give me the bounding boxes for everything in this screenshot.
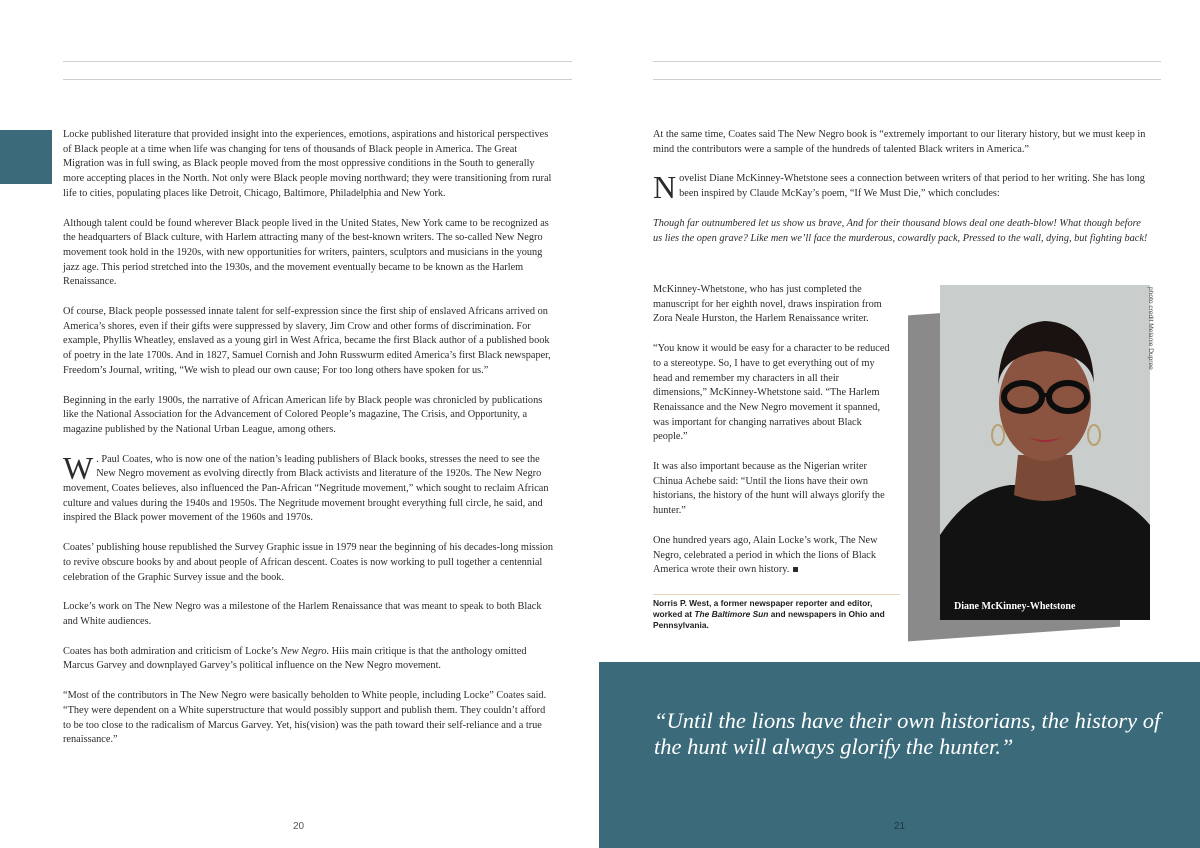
book-title: New Negro. <box>280 645 330 657</box>
end-mark-icon <box>793 567 798 572</box>
paragraph: Although talent could be found wherever Black people lived in the United States, New York came to be recognized as the headquarters of Black culture, with Harlem attracting many of the best-known writers. The so-called New Negro movement took hold in the 1920s, with new opportunities for writers, painters, sculptors and musicians in the young jazz age. This period stretched into the 1930s, and the movement eventually became to be known as the Harlem Renaissance. <box>63 217 549 288</box>
dropcap: N <box>653 169 677 206</box>
pull-quote: “Until the lions have their own historians, the history of the hunt will always glorify the hunter.” <box>654 708 1161 759</box>
portrait-photo <box>940 285 1150 620</box>
paragraph <box>653 534 895 578</box>
paragraph: It was also important because as the Nigerian writer Chinua Achebe said: “Until the lions have their own historians, the history of the hunt will always glorify the hunter.” <box>653 461 885 517</box>
poem-quote: Though far outnumbered let us show us brave, And for their thousand blows deal one death-blow! What though before us lies the open grave? Like men we’ll face the murderous, cowardly pack, Pressed to the wall, dying, but fighting back! <box>653 217 1148 244</box>
header-rule <box>63 61 572 62</box>
paragraph: Beginning in the early 1900s, the narrative of African American life by Black people was chronicled by publications like the National Association for the Advancement of Colored People’s magazine, The Crisis, and Opportunity, a magazine published by the National Urban League, among others. <box>63 394 543 435</box>
right-page-top <box>653 128 1148 261</box>
photo-credit: photo credit Melanie Dupree <box>1147 287 1154 370</box>
critique-text: Hiis main critique is that the anthology omitted Marcus Garvey and downplayed Garvey’s political influence on the New Negro movement. <box>63 645 527 672</box>
right-page-column <box>653 283 895 593</box>
bio-rule <box>653 594 900 595</box>
dropcap: W <box>63 449 94 486</box>
left-page-body <box>63 128 553 763</box>
critique-text: Coates has both admiration and criticism of Locke’s <box>63 645 281 657</box>
header-rule <box>63 79 572 80</box>
closing-text: One hundred years ago, Alain Locke’s work, The New Negro, celebrated a period in which the lions of Black America wrote their own history. <box>653 534 878 576</box>
paragraph: Locke published literature that provided insight into the experiences, emotions, aspirations and historical perspectives of Black people at a time when life was changing for tens of thousands of Black people in America. The Great Migration was in full swing, as Black people moved from the most oppressive conditions in the South to generally more accepting places in the North. Not only were Black people moving northward; they were transitioning from rural life to cities, populating places like Detroit, Chicago, Baltimore, Philadelphia and New York. <box>63 129 552 199</box>
newspaper-name: The Baltimore Sun <box>694 609 769 620</box>
critique-paragraph <box>63 645 553 674</box>
header-rule <box>653 61 1161 62</box>
paragraph: Coates’ publishing house republished the Survey Graphic issue in 1979 near the beginning of his decades-long mission to revive obscure books by and about people of African descent. Coates is now working to pull together a centennial celebration of the Graphic Survey issue and the book. <box>63 542 553 583</box>
accent-block <box>0 130 52 184</box>
dropcap-paragraph <box>653 169 1148 206</box>
paragraph: At the same time, Coates said The New Negro book is “extremely important to our literary history, but we must keep in mind the contributors were a sample of the hundreds of talented Black writers in America.” <box>653 129 1146 155</box>
page-number-left: 20 <box>293 821 305 832</box>
author-bio <box>653 598 903 632</box>
paragraph: Locke’s work on The New Negro was a milestone of the Harlem Renaissance that was meant to speak to both Black and White audiences. <box>63 601 542 627</box>
dropcap-paragraph <box>63 449 553 527</box>
header-rule <box>653 79 1161 80</box>
paragraph: McKinney-Whetstone, who has just completed the manuscript for her eighth novel, draws inspiration from Zora Neale Hurston, the Harlem Renaissance writer. <box>653 284 882 325</box>
dropcap-paragraph-text: . Paul Coates, who is now one of the nation’s leading publishers of Black books, stresses the need to see the New Negro movement as evolving directly from Black activists and literature of the 1920s. The New Negro movement, Coates believes, also influenced the Pan-African “Negritude movement,” which sought to reclaim African culture and values during the 1940s and 1950s. The Negritude movement brought everything full circle, he said, and inspired the Black power movement of the 1960s and 1970s. <box>63 453 549 524</box>
bio-text: and newspapers in Ohio and Pennsylvania. <box>653 609 885 631</box>
paragraph: Of course, Black people possessed innate talent for self-expression since the first ship of enslaved Africans arrived on America’s shores, even if their gifts were suppressed by slavery, Jim Crow and other forms of discrimination. For example, Phyllis Wheatley, enslaved as a young girl in West Africa, became the first Black author of a published book of poetry in the late 1700s. And in 1827, Samuel Cornish and John Russwurm edited America’s first Black newspaper, Freedom’s Journal, writing, “We wish to plead our own cause; For too long others have spoken for us.” <box>63 306 551 376</box>
page-number-right: 21 <box>894 821 906 832</box>
paragraph: “You know it would be easy for a character to be reduced to a stereotype. So, I have to get everything out of my head and remember my characters in all their dimensions,” McKinney-Whetstone said. “The Harlem Renaissance and the New Negro movement it spanned, was important for changing narratives about Black people.” <box>653 343 890 443</box>
dropcap-paragraph-text: ovelist Diane McKinney-Whetstone sees a connection between writers of that period to her writing. She has long been inspired by Claude McKay’s poem, “If We Must Die,” which concludes: <box>679 173 1145 200</box>
photo-caption: Diane McKinney-Whetstone <box>954 601 1076 612</box>
portrait-illustration <box>940 285 1150 620</box>
bio-text: Norris P. West, a former newspaper reporter and editor, worked at <box>653 598 873 620</box>
paragraph: “Most of the contributors in The New Negro were basically beholden to White people, including Locke” Coates said. “They were dependent on a White superstructure that would possibly support and publish them. They couldn’t afford to be too close to the radicalism of Marcus Garvey. Yet, his(vision) was the path toward their self-reliance and a true renaissance.” <box>63 690 547 746</box>
